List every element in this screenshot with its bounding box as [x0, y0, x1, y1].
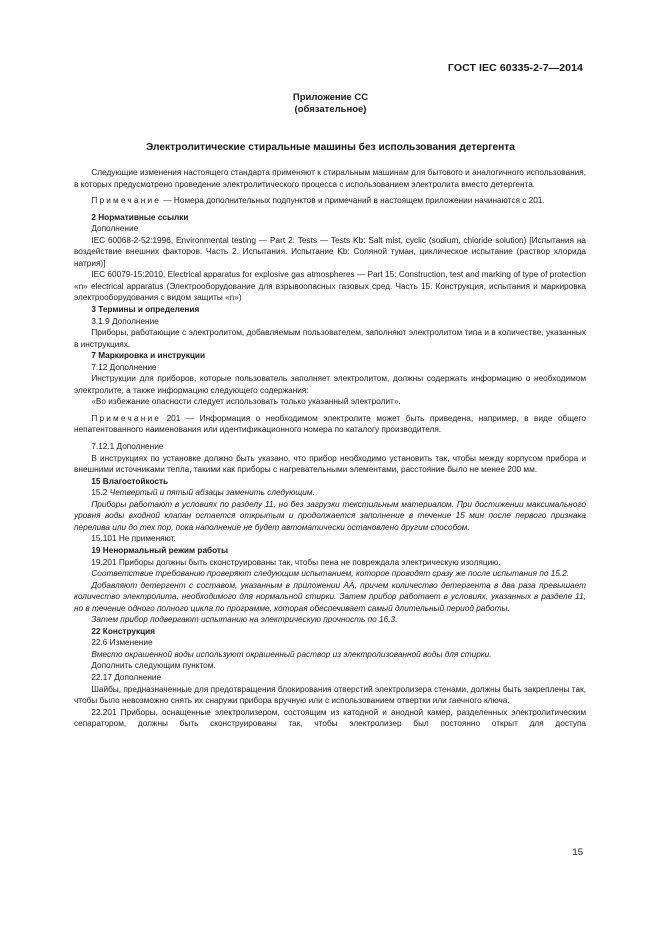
subclause: 3.1.9 Дополнение — [91, 316, 159, 326]
paragraph: Приборы, работающие с электролитом, добавляемым пользователем, заполняют электролитом типа и в количестве, указанных в инструкциях. — [74, 328, 586, 349]
section-heading: 7 Маркировка и инструкции — [91, 351, 206, 361]
paragraph: 15.101 Не применяют. — [91, 534, 176, 544]
intro-paragraph: Следующие изменения настоящего стандарта применяют к стиральным машинам для бытового и аналогичного использования, в которых предусмотрено проведение электролитического процесса с использованием электролита вместо детергента. — [74, 168, 586, 189]
note-text: 201 — Информация о необходимом электролите может быть приведена, например, в виде общего непатентованного наименования или идентификационного номера по каталогу производителя. — [74, 413, 586, 435]
reference-iec-60079: IEC 60079-15:2010, Electrical apparatus for explosive gas atmospheres — Part 15: Construction, test and marking of type of protection «n» electrical apparatus (Электрооборудование для взрывоопасных газовых сред. Часть 15. Конструкция, испытания и маркировка электрооборудования с видом защиты «n») — [74, 270, 586, 303]
paragraph: Шайбы, предназначенные для предотвращения блокирования отверстий электролизера стенами, должны быть закреплены так, чтобы было невозможно снять их снаружи прибора вручную или с использованием отвертки или гаечного ключа. — [74, 684, 586, 706]
paragraph: Дополнить следующим пунктом. — [91, 661, 216, 671]
annex-title: Приложение СС — [292, 92, 369, 103]
note-label: Примечание — [91, 196, 162, 206]
page-number: 15 — [572, 847, 583, 858]
subclause-number: 15.2 — [91, 488, 108, 498]
standard-designation: ГОСТ IEC 60335-2-7—2014 — [447, 62, 583, 74]
section-heading: 2 Нормативные ссылки — [91, 212, 189, 222]
paragraph: Приборы работают в условиях по разделу 11, но без загрузки текстильным материалом. При достижении максимального уровня воды входной клапан остается открытым и продолжается заполнение в течение 15 мин после первого признака перелива или до тех пор, пока наполнение не будет автоматически остановлено другим способом. — [74, 499, 586, 532]
section-heading: 19 Ненормальный режим работы — [91, 545, 229, 555]
subclause: Дополнение — [91, 224, 139, 234]
subclause: 22.17 Дополнение — [91, 672, 162, 682]
quote: «Во избежание опасности следует использовать только указанный электролит». — [91, 397, 401, 407]
paragraph: Затем прибор подвергают испытанию на электрическую прочность по 16.3. — [91, 615, 398, 625]
subclause: 7.12 Дополнение — [91, 362, 157, 372]
paragraph: В инструкциях по установке должно быть указано, что прибор необходимо установить так, чтобы между корпусом прибора и внешними источниками тепла, такими как приборы с нагревательными элементами, расстояние было не менее 200 мм. — [74, 453, 586, 475]
intro-note — [74, 195, 586, 207]
subclause: 22.6 Изменение — [91, 638, 153, 648]
document-title: Электролитические стиральные машины без использования детергента — [146, 142, 515, 153]
reference-iec-60068: IEC 60068-2-52:1996, Environmental testing — Part 2: Tests — Tests Kb: Salt mist, cyclic (sodium, chloride solution) [Испытания на воздействие внешних факторов. Часть 2. Испытания. Испытание Kb: Соляной туман, циклическое испытание (раствор хлорида натрия)] — [74, 235, 586, 268]
subclause — [74, 487, 586, 499]
document-body — [74, 167, 586, 730]
note-201 — [74, 413, 586, 436]
paragraph: Инструкции для приборов, которые пользователь заполняет электролитом, должны содержать информацию о необходимом электролите, а также информацию следующего содержания: — [74, 374, 586, 395]
section-heading: 15 Влагостойкость — [91, 476, 169, 486]
annex-status: (обязательное) — [294, 104, 367, 115]
paragraph: 22.201 Приборы, оснащенные электролизером, состоящим из катодной и анодной камер, разделенных электролитическим сепаратором, должны быть сконструированы так, чтобы электролизер был постоянно открыт для доступа — [74, 707, 586, 729]
paragraph: Добавляют детергент с составом, указанным в приложении АА, причем количество детергента в два раза превышает количество электролита, необходимого для нормальной стирки. Затем прибор работает в условиях, указанных в разделе 11, но в течение одного полного цикла по программе, которая обеспечивает самый длительный период работы. — [74, 580, 586, 613]
section-heading: 3 Термины и определения — [91, 305, 200, 315]
subclause: 7.12.1 Дополнение — [91, 442, 164, 452]
subclause-instruction: Четвертый и пятый абзацы заменить следующим. — [109, 488, 315, 498]
paragraph: Вместо окрашенной воды используют окрашенный раствор из электролизованной воды для стирки. — [91, 649, 492, 659]
paragraph: Соответствие требованию проверяют следующим испытанием, которое проводят сразу же после испытания по 15.2. — [91, 569, 570, 579]
section-heading: 22 Конструкция — [91, 626, 156, 636]
paragraph: 19.201 Приборы должны быть сконструированы так, чтобы пена не повреждала электрическую изоляцию. — [91, 557, 501, 567]
note-label: Примечание — [91, 413, 162, 423]
note-text: — Номера дополнительных подпунктов и примечаний в настоящем приложении начинаются с 201. — [161, 196, 545, 206]
